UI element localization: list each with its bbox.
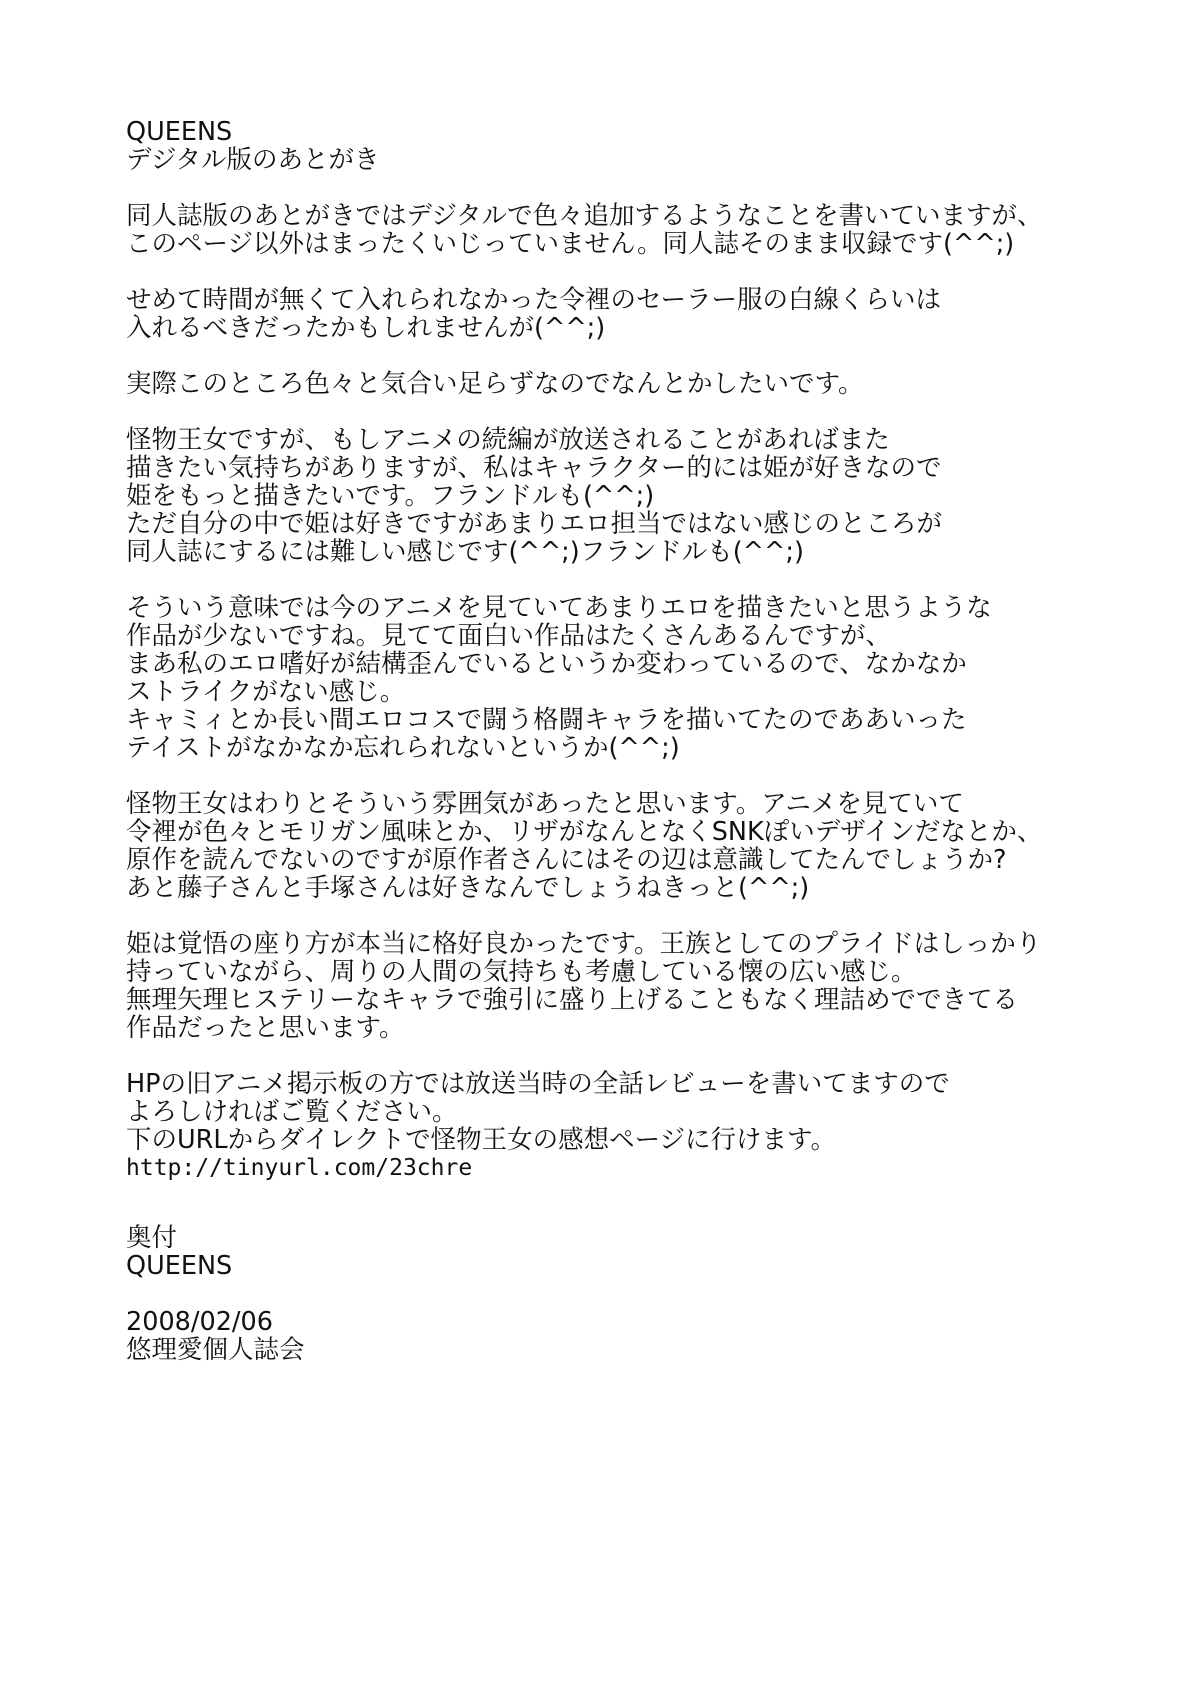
paragraph bbox=[126, 594, 1126, 762]
paragraph-line: 令裡が色々とモリガン風味とか、リザがなんとなくSNKぽいデザインだなとか、 bbox=[126, 817, 1043, 847]
paragraph-line: そういう意味では今のアニメを見ていてあまりエロを描きたいと思うような bbox=[126, 593, 992, 623]
paragraph-line: 同人誌版のあとがきではデジタルで色々追加するようなことを書いていますが、 bbox=[126, 201, 1043, 231]
paragraph bbox=[126, 370, 1126, 398]
paragraph bbox=[126, 426, 1126, 566]
paragraph bbox=[126, 790, 1126, 902]
paragraph-line: HPの旧アニメ掲示板の方では放送当時の全話レビューを書いてますので bbox=[126, 1069, 950, 1099]
paragraph-line: まあ私のエロ嗜好が結構歪んでいるというか変わっているので、なかなか bbox=[126, 649, 967, 679]
page-title: デジタル版のあとがき bbox=[126, 145, 380, 175]
circle-name: QUEENS bbox=[126, 117, 233, 147]
paragraph-line: ただ自分の中で姫は好きですがあまりエロ担当ではない感じのところが bbox=[126, 509, 943, 539]
paragraph-line: よろしければご覧ください。 bbox=[126, 1097, 458, 1127]
paragraph bbox=[126, 286, 1126, 342]
paragraph-line: 原作を読んでないのですが原作者さんにはその辺は意識してたんでしょうか? bbox=[126, 845, 1007, 875]
paragraph-line: 無理矢理ヒステリーなキャラで強引に盛り上げることもなく理詰めでできてる bbox=[126, 985, 1018, 1015]
paragraph-line: 姫をもっと描きたいです。フランドルも(^^;) bbox=[126, 481, 655, 511]
review-url: http://tinyurl.com/23chre bbox=[126, 1155, 473, 1181]
paragraph-line: キャミィとか長い間エロコスで闘う格闘キャラを描いてたのでああいった bbox=[126, 705, 967, 735]
colophon-publisher: 悠理愛個人誌会 bbox=[126, 1335, 305, 1365]
paragraph-line: 入れるべきだったかもしれませんが(^^;) bbox=[126, 313, 606, 343]
afterword-body bbox=[126, 202, 1126, 1154]
paragraph-line: テイストがなかなか忘れられないというか(^^;) bbox=[126, 733, 680, 763]
paragraph-line: 描きたい気持ちがありますが、私はキャラクター的には姫が好きなので bbox=[126, 453, 942, 483]
paragraph-line: 実際このところ色々と気合い足らずなのでなんとかしたいです。 bbox=[126, 369, 864, 399]
colophon-date: 2008/02/06 bbox=[126, 1307, 273, 1337]
paragraph-line: 持っていながら、周りの人間の気持ちも考慮している懐の広い感じ。 bbox=[126, 957, 917, 987]
paragraph-line: ストライクがない感じ。 bbox=[126, 677, 406, 707]
paragraph-line: せめて時間が無くて入れられなかった令裡のセーラー服の白線くらいは bbox=[126, 285, 941, 315]
paragraph-line: 作品だったと思います。 bbox=[126, 1013, 405, 1043]
paragraph-line: 姫は覚悟の座り方が本当に格好良かったです。王族としてのプライドはしっかり bbox=[126, 929, 1042, 959]
paragraph-line: 怪物王女はわりとそういう雰囲気があったと思います。アニメを見ていて bbox=[126, 789, 964, 819]
colophon-label: 奥付 bbox=[126, 1223, 178, 1253]
paragraph-line: あと藤子さんと手塚さんは好きなんでしょうねきっと(^^;) bbox=[126, 873, 810, 903]
paragraph-line: 怪物王女ですが、もしアニメの続編が放送されることがあればまた bbox=[126, 425, 890, 455]
paragraph bbox=[126, 202, 1126, 258]
paragraph-line: 作品が少ないですね。見てて面白い作品はたくさんあるんですが、 bbox=[126, 621, 892, 651]
paragraph-line: 同人誌にするには難しい感じです(^^;)フランドルも(^^;) bbox=[126, 537, 804, 567]
paragraph-line: 下のURLからダイレクトで怪物王女の感想ページに行けます。 bbox=[126, 1125, 837, 1155]
paragraph bbox=[126, 930, 1126, 1042]
paragraph-line: このページ以外はまったくいじっていません。同人誌そのまま収録です(^^;) bbox=[126, 229, 1015, 259]
colophon-circle: QUEENS bbox=[126, 1251, 233, 1281]
paragraph bbox=[126, 1070, 1126, 1154]
afterword-page bbox=[126, 118, 1126, 1364]
